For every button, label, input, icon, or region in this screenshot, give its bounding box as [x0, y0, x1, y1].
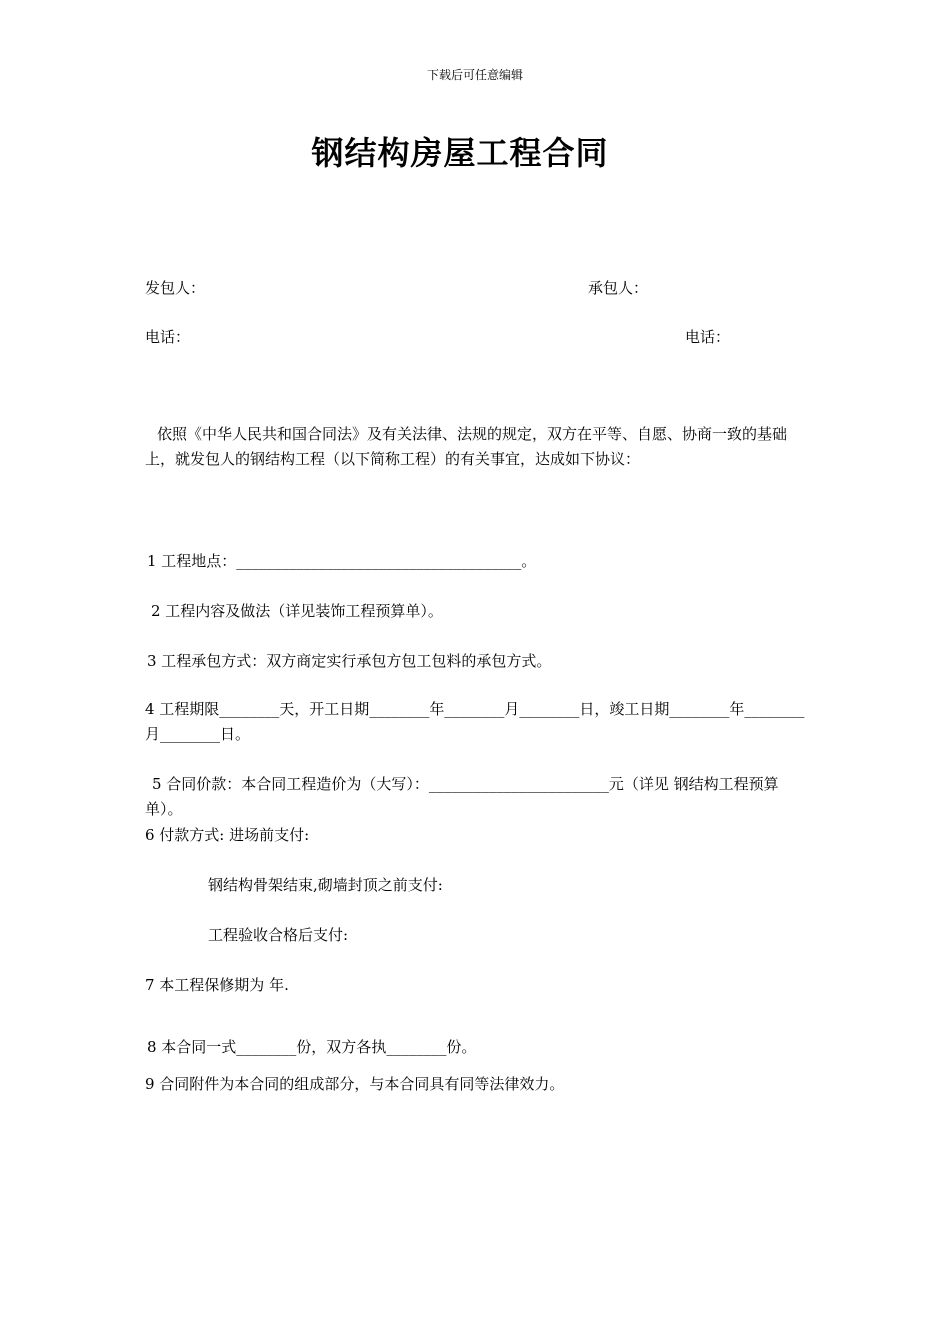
employer-label: 发包人： [145, 279, 206, 297]
clause-3-method: 3 工程承包方式：双方商定实行承包方包工包料的承包方式。 [147, 652, 552, 670]
employer-phone-label: 电话： [145, 328, 191, 346]
intro-paragraph: 依照《中华人民共和国合同法》及有关法律、法规的规定，双方在平等、自愿、协商一致的基础上，就发包人的钢结构工程（以下简称工程）的有关事宜，达成如下协议： [145, 425, 788, 468]
clause-2-content: 2 工程内容及做法（详见装饰工程预算单）。 [151, 602, 443, 620]
clause-8-copies: 8 本合同一式________份，双方各执________份。 [147, 1038, 477, 1056]
contractor-phone-label: 电话： [685, 328, 731, 346]
clause-1-location: 1 工程地点：______________________________________。 [147, 552, 537, 570]
contractor-label: 承包人： [588, 279, 649, 297]
clause-4-period: 4 工程期限________天，开工日期________年________月________日，竣工日期________年________月________日。 [145, 700, 805, 743]
clause-6-payment-frame: 钢结构骨架结束,砌墙封顶之前支付: [208, 876, 443, 894]
clause-7-warranty: 7 本工程保修期为 年. [145, 976, 289, 994]
clause-9-attachments: 9 合同附件为本合同的组成部分，与本合同具有同等法律效力。 [145, 1075, 565, 1093]
clause-6-payment: 6 付款方式: 进场前支付: [145, 826, 310, 844]
document-title: 钢结构房屋工程合同 [311, 134, 609, 172]
clause-5-price: 5 合同价款：本合同工程造价为（大写）：________________________元（详见 钢结构工程预算单）。 [145, 775, 779, 818]
header-note: 下载后可任意编辑 [426, 68, 523, 82]
clause-6-payment-acceptance: 工程验收合格后支付: [208, 926, 349, 944]
